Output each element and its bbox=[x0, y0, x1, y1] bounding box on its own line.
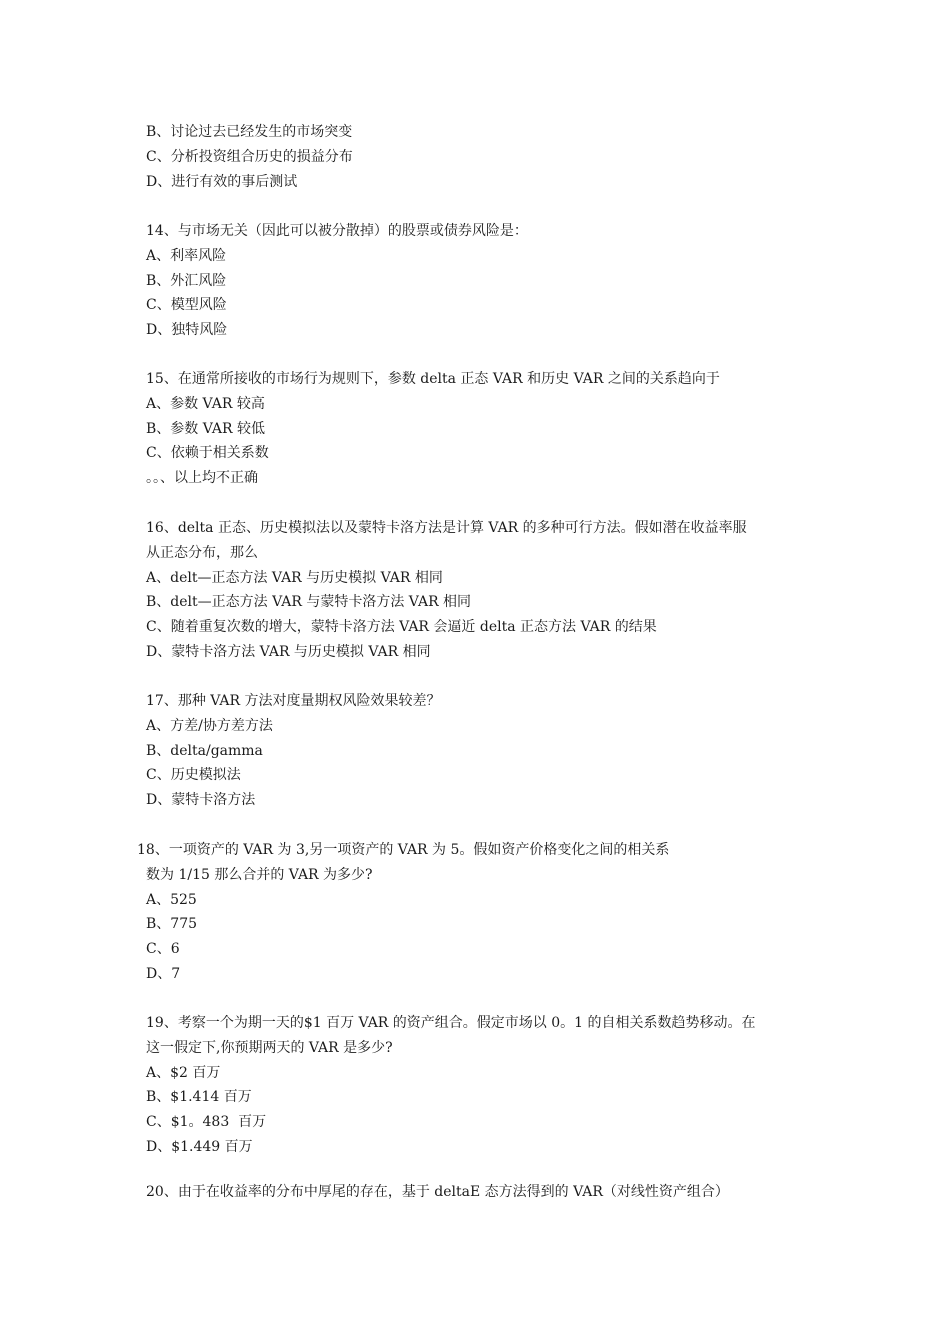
option-a: A、525 bbox=[146, 891, 197, 908]
question-17 bbox=[146, 689, 826, 813]
question-20 bbox=[146, 1180, 826, 1205]
option-b: B、参数 VAR 较低 bbox=[146, 420, 265, 437]
question-16 bbox=[146, 516, 826, 665]
option-c: C、随着重复次数的增大，蒙特卡洛方法 VAR 会逼近 delta 正态方法 VAR 的结果 bbox=[146, 619, 657, 636]
option-a: A、方差/协方差方法 bbox=[146, 717, 273, 734]
option-a: A、delt—正态方法 VAR 与历史模拟 VAR 相同 bbox=[146, 569, 443, 586]
option-b: B、外汇风险 bbox=[146, 272, 227, 289]
option-a: A、参数 VAR 较高 bbox=[146, 395, 265, 412]
question-stem-line-1: 19、考察一个为期一天的$1 百万 VAR 的资产组合。假定市场以 0。1 的自相关系数趋势移动。在 bbox=[146, 1015, 756, 1031]
option-c: C、分析投资组合历史的损益分布 bbox=[146, 148, 353, 165]
question-18 bbox=[137, 838, 826, 987]
question-stem: 20、由于在收益率的分布中厚尾的存在，基于 deltaE 态方法得到的 VAR（对线性资产组合） bbox=[146, 1184, 729, 1200]
question-15 bbox=[146, 367, 826, 491]
option-d: D、蒙特卡洛方法 VAR 与历史模拟 VAR 相同 bbox=[146, 643, 431, 660]
option-d: D、进行有效的事后测试 bbox=[146, 173, 298, 190]
option-d: D、独特风险 bbox=[146, 322, 228, 339]
option-b: B、$1.414 百万 bbox=[146, 1089, 252, 1106]
question-stem-line-2: 数为 1/15 那么合并的 VAR 为多少? bbox=[146, 866, 373, 883]
option-c: C、模型风险 bbox=[146, 297, 227, 314]
question-stem-line-1: 16、delta 正态、历史模拟法以及蒙特卡洛方法是计算 VAR 的多种可行方法。假如潜在收益率服 bbox=[146, 520, 747, 536]
option-b: B、delta/gamma bbox=[146, 742, 263, 759]
question-stem-line-2: 从正态分布，那么 bbox=[146, 544, 258, 561]
question-stem-line-1: 18、一项资产的 VAR 为 3,另一项资产的 VAR 为 5。假如资产价格变化之间的相关系 bbox=[137, 842, 670, 858]
question-stem: 15、在通常所接收的市场行为规则下，参数 delta 正态 VAR 和历史 VAR 之间的关系趋向于 bbox=[146, 371, 720, 387]
option-c: C、依赖于相关系数 bbox=[146, 445, 269, 462]
option-c: C、历史模拟法 bbox=[146, 767, 241, 784]
option-b: B、delt—正态方法 VAR 与蒙特卡洛方法 VAR 相同 bbox=[146, 594, 472, 611]
option-b: B、775 bbox=[146, 916, 198, 933]
option-c: C、6 bbox=[146, 941, 180, 958]
question-stem: 17、那种 VAR 方法对度量期权风险效果较差？ bbox=[146, 693, 441, 709]
option-d: D、$1.449 百万 bbox=[146, 1138, 253, 1155]
option-a: A、$2 百万 bbox=[146, 1064, 221, 1081]
question-14 bbox=[146, 219, 826, 343]
option-d: D、7 bbox=[146, 965, 181, 982]
option-d: 。。、以上均不正确 bbox=[146, 470, 258, 487]
question-13-options bbox=[146, 120, 826, 194]
question-stem-line-2: 这一假定下,你预期两天的 VAR 是多少? bbox=[146, 1039, 393, 1056]
option-d: D、蒙特卡洛方法 bbox=[146, 792, 256, 809]
option-c: C、$1。483 百万 bbox=[146, 1114, 267, 1131]
question-stem: 14、与市场无关（因此可以被分散掉）的股票或债券风险是： bbox=[146, 223, 528, 239]
question-19 bbox=[146, 1011, 826, 1160]
option-b: B、讨论过去已经发生的市场突变 bbox=[146, 124, 353, 140]
option-a: A、利率风险 bbox=[146, 247, 227, 264]
